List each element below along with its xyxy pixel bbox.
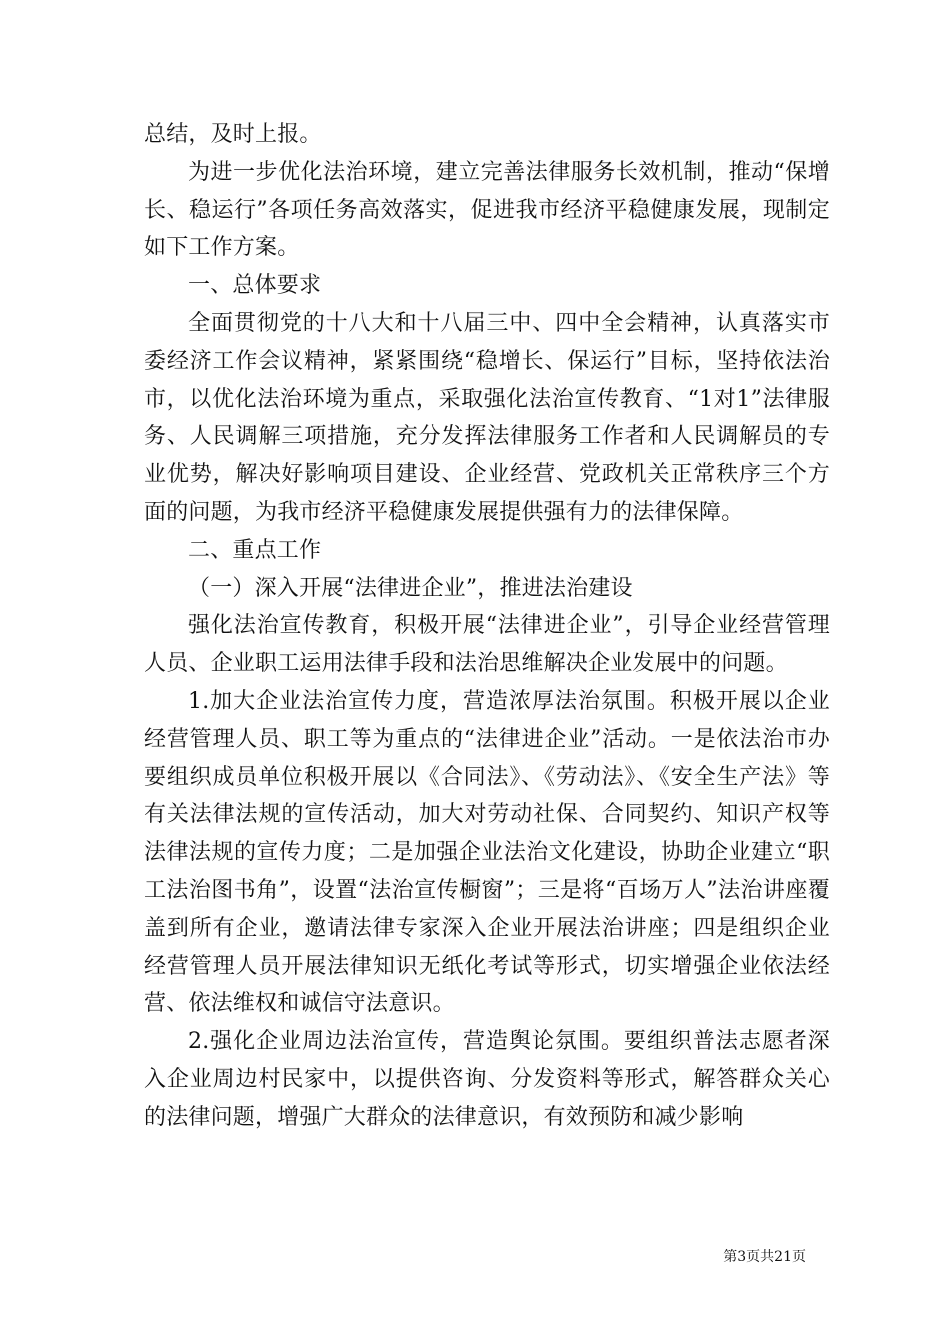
paragraph-item-1: 1.加大企业法治宣传力度，营造浓厚法治氛围。积极开展以企业经营管理人员、职工等为重点的“法律进企业”活动。一是依法治市办要组织成员单位积极开展以《合同法》、《劳动法》、《安全生产法》等有关法律法规的宣传活动，加大对劳动社保、合同契约、知识产权等法律法规的宣传力度；二是加强企业法治文化建设，协助企业建立“职工法治图书角”，设置“法治宣传橱窗”；三是将“百场万人”法治讲座覆盖到所有企业，邀请法律专家深入企业开展法治讲座；四是组织企业经营管理人员开展法律知识无纸化考试等形式，切实增强企业依法经营、依法维权和诚信守法意识。 [144, 688, 830, 1017]
paragraph-general-requirements: 全面贯彻党的十八大和十八届三中、四中全会精神，认真落实市委经济工作会议精神，紧紧围绕“稳增长、保运行”目标，坚持依法治市，以优化法治环境为重点，采取强化法治宣传教育、“1对1”法律服务、人民调解三项措施，充分发挥法律服务工作者和人民调解员的专业优势，解决好影响项目建设、企业经营、党政机关正常秩序三个方面的问题，为我市经济平稳健康发展提供强有力的法律保障。 [144, 310, 830, 525]
section-heading-key-work: 二、重点工作 [188, 537, 322, 563]
page-number: 第3页共21页 [723, 1249, 806, 1265]
subsection-heading-law-into-enterprise: （一）深入开展“法律进企业”，推进法治建设 [188, 575, 633, 601]
page-footer [0, 1248, 950, 1266]
paragraph-continuation: 总结，及时上报。 [144, 122, 322, 147]
document-body [144, 116, 830, 1137]
paragraph-item-2: 2.强化企业周边法治宣传，营造舆论氛围。要组织普法志愿者深入企业周边村民家中，以提供咨询、分发资料等形式，解答群众关心的法律问题，增强广大群众的法律意识，有效预防和减少影响 [144, 1029, 830, 1130]
paragraph-law-into-enterprise: 强化法治宣传教育，积极开展“法律进企业”，引导企业经营管理人员、企业职工运用法律手段和法治思维解决企业发展中的问题。 [144, 613, 830, 677]
paragraph-intro: 为进一步优化法治环境，建立完善法律服务长效机制，推动“保增长、稳运行”各项任务高效落实，促进我市经济平稳健康发展，现制定如下工作方案。 [144, 159, 830, 261]
section-heading-general-requirements: 一、总体要求 [188, 273, 322, 299]
